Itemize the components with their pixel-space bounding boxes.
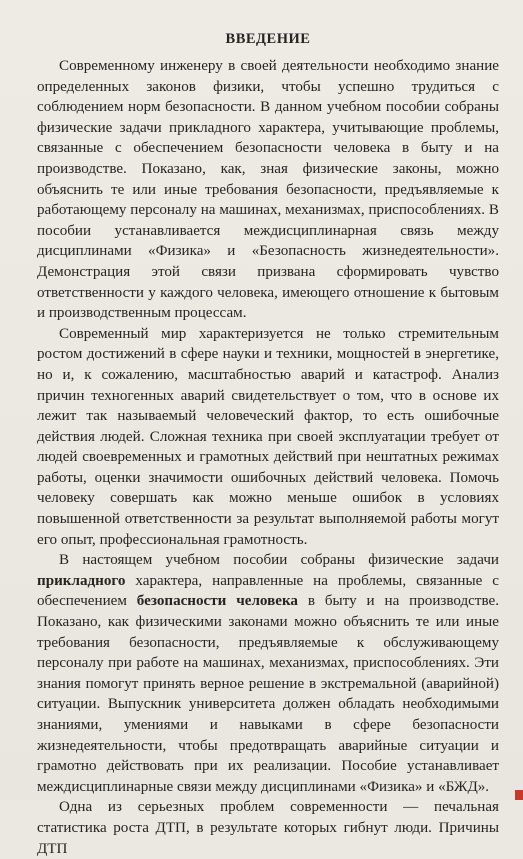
scan-edge-mark bbox=[515, 790, 523, 800]
bold-term-applied: прикладного bbox=[37, 572, 126, 589]
paragraph-3-text-c: характера, направленные на проблемы, связанные с обеспечением bbox=[37, 572, 499, 610]
paragraph-2: Современный мир характеризуется не только стремительным ростом достижений в сфере науки и техники, мощностей в энергетике, но и, к сожалению, масштабностью аварий и катастроф. Анализ причин техногенных аварий свидетельствует о том, что в основе их лежит так называемый человеческий фактор, то есть ошибочные действия людей. Сложная техника при своей эксплуатации требует от людей своевременных и грамотных действий при нештатных режимах работы, оценки значимости ошибочных действий человека. Помочь человеку совершать как можно меньше ошибок в условиях повышенной ответственности за результат выполняемой работы могут его опыт, профессиональная грамотность. bbox=[37, 325, 499, 548]
paragraph-1: Современному инженеру в своей деятельности необходимо знание определенных законов физики, чтобы успешно трудиться с соблюдением норм безопасности. В данном учебном пособии собраны физические задачи прикладного характера, учитывающие проблемы, связанные с обеспечением безопасности человека в быту и на производстве. Показано, как, зная физические законы, можно объяснить те или иные требования безопасности, предъявляемые к работающему персоналу на машинах, механизмах, приспособлениях. В пособии устанавливается междисциплинарная связь между дисциплинами «Физика» и «Безопасность жизнедеятельности». Демонстрация этой связи призвана сформировать чувство ответственности у каждого человека, имеющего отношение к бытовым и производственным процессам. bbox=[37, 58, 499, 322]
page-title: ВВЕДЕНИЕ bbox=[225, 31, 311, 47]
bold-term-human-safety: безопасности человека bbox=[136, 593, 298, 610]
paragraph-3-text-a: В настоящем учебном пособии собраны физические задачи bbox=[59, 552, 499, 569]
paragraph-3-text-e: в быту и на производстве. Показано, как физическими законами можно объяснить те или иные требования безопасности, предъявляемые к обслуживающему персоналу при работе на машинах, механизмах, приспособлениях. Эти знания помогут принять верное решение в экстремальной (аварийной) ситуации. Выпускник университета должен обладать необходимыми знаниями, умениями и навыками в сфере безопасности жизнедеятельности, чтобы предотвращать аварийные ситуации и грамотно действовать при их реализации. Пособие устанавливает междисциплинарные связи между дисциплинами «Физика» и «БЖД». bbox=[37, 593, 499, 795]
paragraph-3 bbox=[37, 550, 499, 797]
paragraph-4: Одна из серьезных проблем современности — печальная статистика роста ДТП, в результате которых гибнут люди. Причины ДТП bbox=[37, 799, 499, 857]
